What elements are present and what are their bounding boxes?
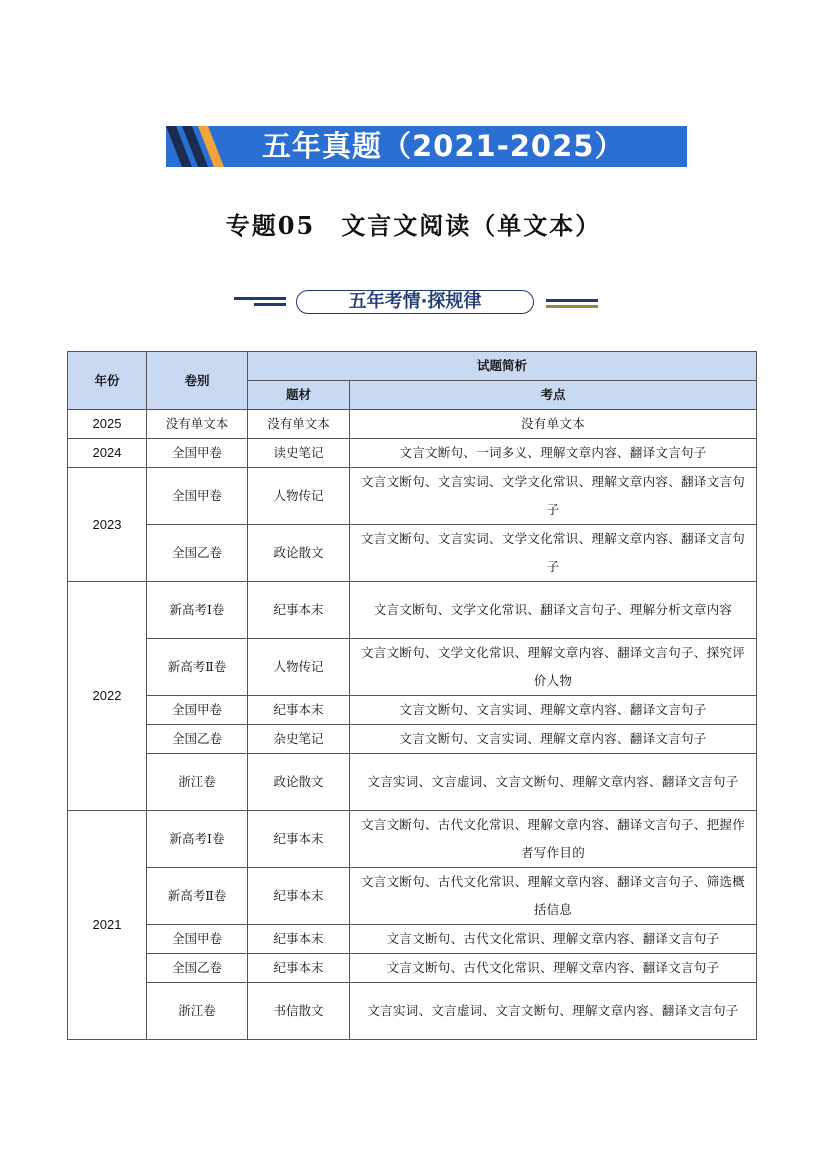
year-cell: 2021 (68, 811, 147, 1040)
section-label-banner (232, 288, 600, 318)
paper-cell: 全国甲卷 (147, 696, 248, 725)
paper-cell: 全国甲卷 (147, 468, 248, 525)
table-row (68, 525, 757, 582)
material-cell: 纪事本末 (248, 582, 350, 639)
material-cell: 人物传记 (248, 639, 350, 696)
year-cell: 2023 (68, 468, 147, 582)
points-cell: 文言实词、文言虚词、文言文断句、理解文章内容、翻译文言句子 (350, 983, 757, 1040)
header-paper: 卷别 (147, 352, 248, 410)
table-row (68, 725, 757, 754)
material-cell: 纪事本末 (248, 811, 350, 868)
paper-cell: 新高考Ⅰ卷 (147, 811, 248, 868)
header-material: 题材 (248, 381, 350, 410)
paper-cell: 全国乙卷 (147, 525, 248, 582)
points-cell: 没有单文本 (350, 410, 757, 439)
paper-cell: 没有单文本 (147, 410, 248, 439)
exam-analysis-table (67, 351, 757, 1040)
points-cell: 文言文断句、古代文化常识、理解文章内容、翻译文言句子 (350, 925, 757, 954)
header-points: 考点 (350, 381, 757, 410)
topic-title: 专题05 文言文阅读（单文本） (225, 211, 602, 240)
right-line-decoration (540, 288, 600, 318)
table-row (68, 754, 757, 811)
points-cell: 文言文断句、古代文化常识、理解文章内容、翻译文言句子 (350, 954, 757, 983)
points-cell: 文言文断句、古代文化常识、理解文章内容、翻译文言句子、筛选概括信息 (350, 868, 757, 925)
material-cell: 没有单文本 (248, 410, 350, 439)
year-cell: 2025 (68, 410, 147, 439)
paper-cell: 全国乙卷 (147, 725, 248, 754)
material-cell: 杂史笔记 (248, 725, 350, 754)
table-row (68, 439, 757, 468)
points-cell: 文言文断句、文言实词、文学文化常识、理解文章内容、翻译文言句子 (350, 525, 757, 582)
year-cell: 2024 (68, 439, 147, 468)
table-row (68, 468, 757, 525)
material-cell: 读史笔记 (248, 439, 350, 468)
points-cell: 文言文断句、文言实词、文学文化常识、理解文章内容、翻译文言句子 (350, 468, 757, 525)
section-label: 五年考情·探规律 (296, 290, 534, 314)
table-row (68, 983, 757, 1040)
points-cell: 文言文断句、古代文化常识、理解文章内容、翻译文言句子、把握作者写作目的 (350, 811, 757, 868)
points-cell: 文言实词、文言虚词、文言文断句、理解文章内容、翻译文言句子 (350, 754, 757, 811)
paper-cell: 浙江卷 (147, 754, 248, 811)
header-analysis: 试题简析 (248, 352, 757, 381)
material-cell: 纪事本末 (248, 696, 350, 725)
material-cell: 纪事本末 (248, 925, 350, 954)
left-line-decoration (232, 288, 292, 318)
points-cell: 文言文断句、文言实词、理解文章内容、翻译文言句子 (350, 725, 757, 754)
points-cell: 文言文断句、文学文化常识、翻译文言句子、理解分析文章内容 (350, 582, 757, 639)
material-cell: 书信散文 (248, 983, 350, 1040)
paper-cell: 新高考Ⅰ卷 (147, 582, 248, 639)
material-cell: 政论散文 (248, 525, 350, 582)
table-row (68, 410, 757, 439)
table-row (68, 582, 757, 639)
table-row (68, 696, 757, 725)
material-cell: 人物传记 (248, 468, 350, 525)
header-year: 年份 (68, 352, 147, 410)
paper-cell: 全国甲卷 (147, 439, 248, 468)
points-cell: 文言文断句、文言实词、理解文章内容、翻译文言句子 (350, 696, 757, 725)
table-row (68, 639, 757, 696)
banner-title: 五年真题（2021-2025） (262, 129, 625, 163)
year-cell: 2022 (68, 582, 147, 811)
material-cell: 纪事本末 (248, 868, 350, 925)
table-row (68, 868, 757, 925)
points-cell: 文言文断句、文学文化常识、理解文章内容、翻译文言句子、探究评价人物 (350, 639, 757, 696)
points-cell: 文言文断句、一词多义、理解文章内容、翻译文言句子 (350, 439, 757, 468)
table-row (68, 925, 757, 954)
paper-cell: 浙江卷 (147, 983, 248, 1040)
paper-cell: 全国乙卷 (147, 954, 248, 983)
table-row (68, 811, 757, 868)
paper-cell: 新高考Ⅱ卷 (147, 639, 248, 696)
paper-cell: 新高考Ⅱ卷 (147, 868, 248, 925)
banner-stripes-decoration (166, 126, 266, 167)
header-banner (166, 126, 687, 167)
material-cell: 政论散文 (248, 754, 350, 811)
paper-cell: 全国甲卷 (147, 925, 248, 954)
table-row (68, 954, 757, 983)
material-cell: 纪事本末 (248, 954, 350, 983)
